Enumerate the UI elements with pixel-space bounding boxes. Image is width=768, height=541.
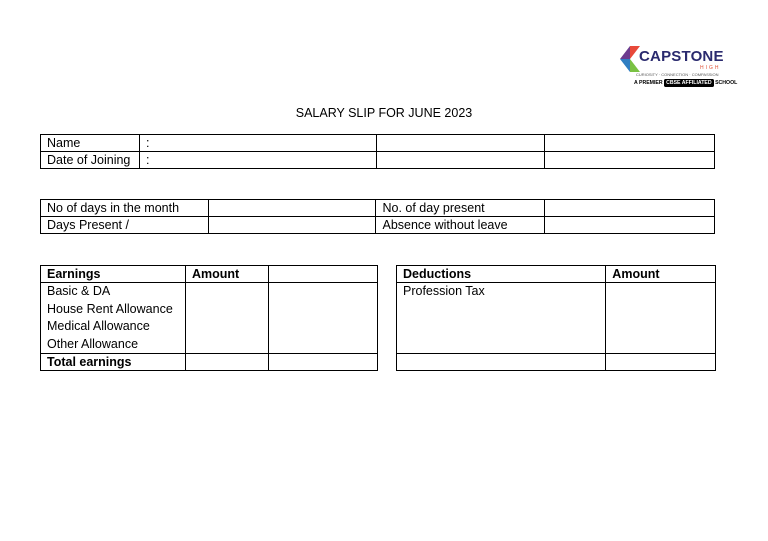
earnings-items [41, 283, 186, 354]
earnings-header: Earnings [41, 266, 186, 283]
cell-blank[interactable] [606, 354, 716, 371]
earning-item: Other Allowance [47, 336, 139, 351]
earning-item: Basic & DA [47, 284, 111, 298]
logo-affiliation [634, 80, 737, 86]
table-row [41, 283, 378, 354]
document-title: SALARY SLIP FOR JUNE 2023 [295, 106, 473, 120]
total-earnings-value[interactable] [185, 354, 268, 371]
cell-blank[interactable] [376, 135, 545, 152]
days-present2-label: Days Present / [41, 217, 209, 234]
doj-value[interactable]: : [139, 152, 376, 169]
earnings-table [40, 265, 378, 371]
deductions-header: Deductions [397, 266, 606, 283]
doj-label: Date of Joining [41, 152, 140, 169]
name-label: Name [41, 135, 140, 152]
cell-blank[interactable] [545, 152, 715, 169]
name-value[interactable]: : [139, 135, 376, 152]
table-header-row [397, 266, 716, 283]
table-row [41, 200, 715, 217]
deductions-amount-header: Amount [606, 266, 716, 283]
logo-name: CAPSTONE [639, 48, 724, 65]
table-row [397, 354, 716, 371]
absence-value[interactable] [545, 217, 715, 234]
earning-item: Medical Allowance [47, 319, 150, 333]
days-month-label: No of days in the month [41, 200, 209, 217]
logo-tagline: CURIOSITY · CONNECTION · COMPASSION [636, 72, 719, 77]
attendance-table [40, 199, 715, 234]
deductions-items [397, 283, 606, 354]
deduction-item: Profession Tax [403, 284, 485, 298]
cell-blank[interactable] [545, 135, 715, 152]
absence-label: Absence without leave [376, 217, 545, 234]
logo-sub: HIGH [700, 65, 721, 71]
cbse-badge: CBSE AFFILIATED [666, 80, 712, 86]
table-row [41, 354, 378, 371]
days-present2-value[interactable] [208, 217, 376, 234]
cell-blank[interactable] [397, 354, 606, 371]
affiliation-post: SCHOOL [715, 80, 738, 86]
cell-blank[interactable] [268, 283, 377, 354]
days-present-label: No. of day present [376, 200, 545, 217]
cell-blank [268, 266, 377, 283]
school-logo [620, 46, 738, 92]
deductions-amounts[interactable] [606, 283, 716, 354]
employee-info-table [40, 134, 715, 169]
table-row [41, 135, 715, 152]
earnings-amount-header: Amount [185, 266, 268, 283]
table-row [41, 217, 715, 234]
days-month-value[interactable] [208, 200, 376, 217]
table-row [397, 283, 716, 354]
cell-blank[interactable] [376, 152, 545, 169]
deductions-table [396, 265, 716, 371]
table-header-row [41, 266, 378, 283]
affiliation-pre: A PREMIER [634, 80, 663, 86]
earnings-amounts[interactable] [185, 283, 268, 354]
table-row [41, 152, 715, 169]
total-earnings-label: Total earnings [41, 354, 186, 371]
days-present-value[interactable] [545, 200, 715, 217]
earning-item: House Rent Allowance [47, 301, 173, 316]
capstone-logo-icon [620, 46, 640, 72]
cell-blank[interactable] [268, 354, 377, 371]
